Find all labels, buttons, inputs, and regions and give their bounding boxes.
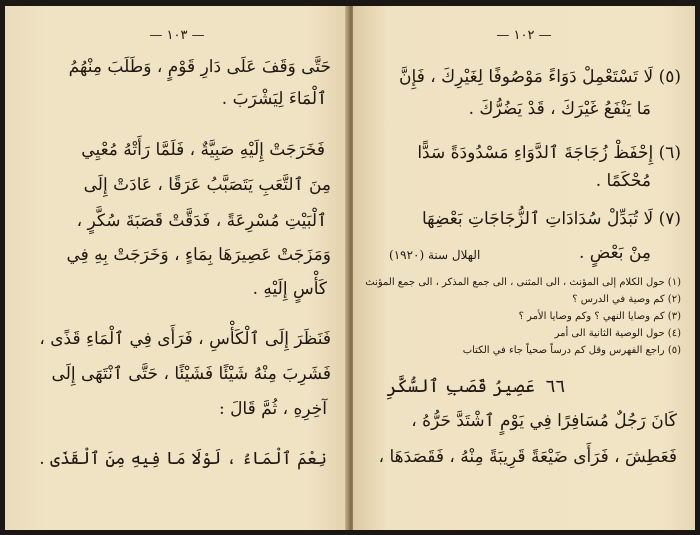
lesson-number: ٦٦ xyxy=(545,376,565,397)
text-line: كَأْسٍ إِلَيْهِ . xyxy=(252,279,327,299)
text-line: (٥) لَا تَسْتَعْمِلْ دَوَاءً مَوْصُوفًا لِغَيْرِكَ ، فَإِنَّ xyxy=(399,67,681,87)
left-page xyxy=(5,6,349,530)
text-line: مِنْ بَعْضٍ . xyxy=(578,243,651,263)
text-line: مِنَ ٱلتَّعَبِ يَتَصَبَّبُ عَرَقًا ، عَادَتْ إِلَى xyxy=(83,175,331,195)
text-line: فَشَرِبَ مِنْهُ شَيْئًا فَشَيْئًا ، حَتَّى ٱنْتَهَى إِلَى xyxy=(51,364,331,384)
exercise-item: (١) حول الكلام إلى المؤنث ، الى المثنى ، الى جمع المذكر ، الى جمع المؤنث xyxy=(365,277,681,288)
text-line: (٦) إِحْفَظْ زُجَاجَةَ ٱلدَّوَاءِ مَسْدُودَةً سَدًّا xyxy=(417,143,681,163)
text-line: فَعَطِشَ ، فَرَأَى ضَيْعَةً قَرِيبَةً مِنْهُ ، فَقَصَدَهَا ، xyxy=(378,447,677,467)
text-line: نِعْمَ ٱلْمَاءُ ، لَوْلَا مَا فِيهِ مِنَ ٱلْقَذَى . xyxy=(39,449,327,469)
lesson-title: عَصِيرُ قَصَبِ ٱلسُّكَّرِ xyxy=(386,376,535,397)
text-line: حَتَّى وَقَفَ عَلَى دَارِ قَوْمٍ ، وَطَلَبَ مِنْهُمُ xyxy=(68,57,331,77)
text-line: ٱلْبَيْتِ مُسْرِعَةً ، فَدَقَّتْ قَصَبَةَ سُكَّرٍ ، xyxy=(76,211,327,231)
text-line: آخِرِهِ ، ثُمَّ قَالَ : xyxy=(218,399,327,419)
exercise-item: (٤) حول الوصية الثانية الى أمر xyxy=(554,328,681,339)
page-number: — ١٠٢ — xyxy=(496,28,552,43)
open-book xyxy=(5,6,695,530)
exercise-item: (٢) كم وصية في الدرس ؟ xyxy=(572,294,681,305)
text-line: كَانَ رَجُلٌ مُسَافِرًا فِي يَوْمٍ ٱشْتَدَّ حَرُّهُ ، xyxy=(411,411,677,431)
exercise-item: (٥) راجع الفهرس وقل كم درساً صحياً جاء في الكتاب xyxy=(462,345,681,356)
text-line: مَا يَنْفَعُ غَيْرَكَ ، قَدْ يَضُرُّكَ . xyxy=(468,99,651,119)
text-line: ٱلْمَاءَ لِيَشْرَبَ . xyxy=(221,89,327,109)
text-line: (٧) لَا تُبَدِّلْ سُدَادَاتِ ٱلزُّجَاجَاتِ بَعْضِهَا xyxy=(421,209,681,229)
right-page xyxy=(353,6,695,530)
source-citation: الهلال سنة (١٩٢٠) xyxy=(389,248,481,262)
text-line: فَنَظَرَ إِلَى ٱلْكَأْسِ ، فَرَأَى فِي ٱلْمَاءِ قَذًى ، xyxy=(39,329,331,349)
page-number: — ١٠٣ — xyxy=(149,28,205,43)
text-line: فَخَرَجَتْ إِلَيْهِ صَبِيَّةٌ ، فَلَمَّا رَأَتْهُ مُعْيِي xyxy=(81,140,325,160)
text-line: مُحْكَمًا . xyxy=(595,171,651,191)
exercise-item: (٣) كم وصايا النهي ؟ وكم وصايا الأمر ؟ xyxy=(518,311,681,322)
text-line: وَمَزَجَتْ عَصِيرَهَا بِمَاءٍ ، وَخَرَجَتْ بِهِ فِي xyxy=(66,245,331,265)
